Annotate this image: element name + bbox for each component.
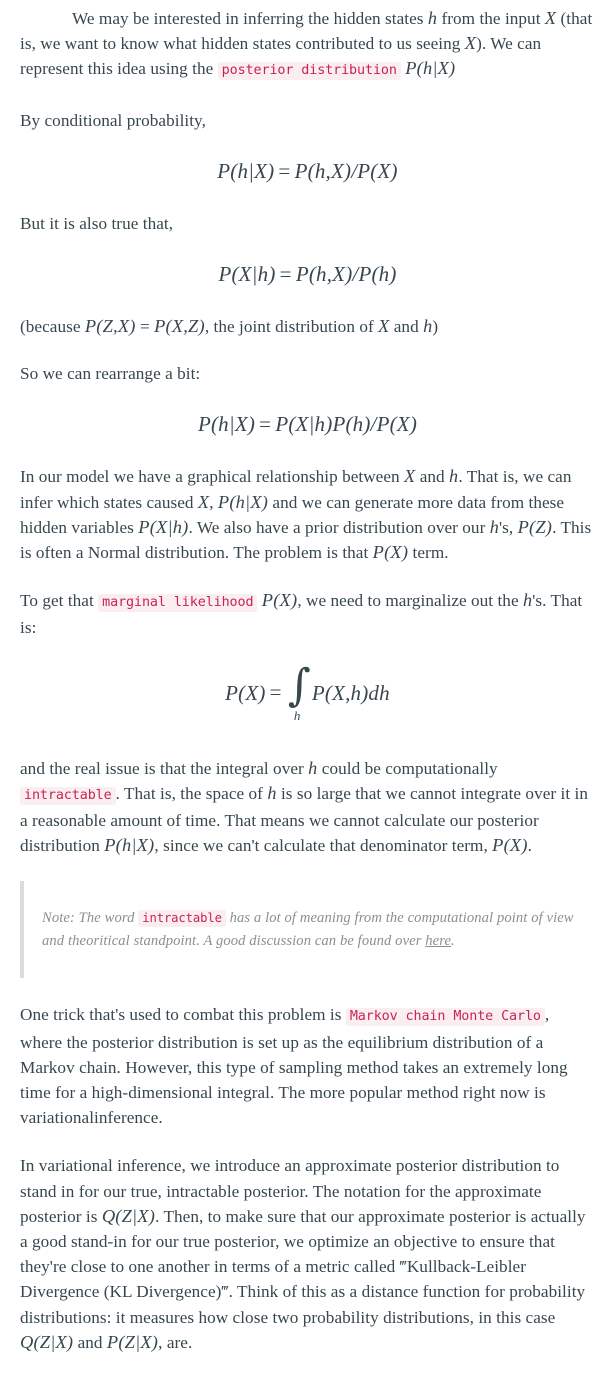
equation-operator: = [278, 158, 291, 183]
paragraph-conditional-probability: By conditional probability, [20, 110, 206, 130]
inline-math-phx: P(h|X) [217, 491, 269, 512]
text-fragment: (because [20, 317, 85, 337]
text-fragment: Note: The word [42, 910, 139, 927]
text-fragment: . [527, 836, 533, 856]
text-fragment: . That is, we can infer which states caused [20, 467, 572, 512]
equation-lhs: P(X|h) [218, 262, 276, 287]
text-fragment: and we can generate more data from these hidden variables [20, 492, 565, 537]
equation-rhs: P(X|h)P(h)/P(X) [275, 412, 418, 437]
inline-math-x: X [197, 491, 210, 512]
equation-operator: = [259, 412, 272, 437]
text-fragment: and [73, 1332, 107, 1352]
inline-math-pxh: P(X|h) [138, 516, 189, 537]
integral-lower-limit: h [293, 707, 301, 723]
equation-lhs: P(X) [225, 680, 266, 705]
inline-math-pz: P(Z) [517, 516, 553, 537]
inline-math-h: h [522, 590, 533, 611]
text-fragment: . [451, 932, 455, 949]
text-fragment: In our model we have a graphical relationship between [20, 467, 405, 487]
text-fragment: , [209, 492, 218, 512]
equation-bayes-rule [20, 408, 595, 441]
text-fragment: and [389, 317, 424, 337]
inline-math-qzx: Q(Z|X) [20, 1331, 74, 1352]
text-fragment: and the real issue is that the integral over [20, 758, 309, 778]
inline-math-qzx: Q(Z|X) [101, 1205, 156, 1226]
equation-lhs: P(h|X) [197, 412, 256, 437]
text-fragment: We may be interested in inferring the hidden states [72, 9, 428, 28]
text-fragment: In variational inference, we introduce an approximate posterior distribution to stand in for our true, intractable posterior. The notation for the approximate posterior is [20, 1156, 560, 1226]
inline-math-h: h [423, 316, 433, 337]
text-fragment: from the input [437, 9, 545, 28]
equation-marginalization-integral [20, 661, 595, 729]
text-fragment: is so large that we cannot integrate over it in a reasonable amount of time. That means we cannot calculate our posterior distribution [20, 783, 588, 856]
text-fragment: , since we can't calculate that denominator term, [154, 836, 493, 856]
text-fragment: , are. [158, 1332, 193, 1352]
paragraph-variational-inference [20, 1153, 595, 1355]
text-fragment: ) [432, 317, 439, 337]
equation-posterior-joint [20, 155, 595, 188]
code-chip-markov-chain-monte-carlo: Markov chain Monte Carlo [346, 1008, 545, 1026]
inline-math-h: h [489, 516, 499, 537]
inline-math-h: h [449, 466, 459, 487]
text-fragment: term. [408, 543, 449, 563]
text-fragment: , we need to marginalize out the [297, 591, 523, 611]
equation-rhs: P(h,X)/P(X) [294, 158, 398, 183]
text-fragment: ). We can represent this idea using the [20, 34, 542, 79]
text-fragment: To get that [20, 591, 99, 611]
text-fragment: (that is, we want to know what hidden states contributed to us seeing [20, 9, 593, 54]
inline-math-h: h [267, 782, 277, 803]
paragraph-joint-symmetry [20, 314, 595, 339]
integral-icon [286, 659, 312, 723]
equation-operator: = [269, 680, 282, 705]
inline-math-pxz: P(X,Z) [154, 316, 205, 337]
here-link[interactable]: here [425, 932, 452, 949]
text-fragment: could be computationally [317, 758, 498, 778]
code-chip-marginal-likelihood: marginal likelihood [98, 594, 257, 612]
equation-integrand: P(X,h)dh [311, 680, 390, 705]
paragraph-graphical-model [20, 464, 595, 565]
text-fragment: , the joint distribution of [204, 317, 379, 337]
inline-math-x: X [404, 466, 416, 487]
text-fragment: 's. That is: [20, 591, 583, 638]
inline-math-px: P(X) [372, 542, 409, 563]
inline-math-pzx: P(Z,X) [84, 316, 136, 337]
inline-math-posterior: P(h|X) [405, 58, 456, 79]
code-chip-intractable: intractable [138, 910, 226, 927]
text-fragment: and [415, 467, 450, 487]
text-fragment: has a lot of meaning from the computational point of view and theoritical standpoint. A good discussion can be found over [42, 910, 574, 949]
text-fragment: . We also have a prior distribution over our [188, 517, 490, 537]
code-chip-intractable: intractable [20, 787, 116, 805]
text-fragment: . This is often a Normal distribution. The problem is that [20, 517, 592, 563]
paragraph-marginal-likelihood [20, 588, 595, 640]
text-fragment: . That is, the space of [115, 783, 268, 803]
equation-likelihood-joint [20, 258, 595, 291]
text-fragment: 's, [499, 517, 518, 537]
inline-math-phx: P(h|X) [104, 835, 155, 856]
note-text [42, 907, 595, 952]
equation-operator: = [279, 262, 292, 287]
code-chip-posterior-distribution: posterior distribution [218, 62, 401, 80]
integral-symbol: ∫ [287, 659, 312, 711]
text-fragment: , where the posterior distribution is set up as the equilibrium distribution of a Markov chain. However, this type of sampling method takes an extremely long time for a high-dimensional integral. The more popular method right now is variationalinference. [20, 1005, 568, 1128]
equation-lhs: P(h|X) [217, 158, 275, 183]
inline-math-pzx: P(Z|X) [106, 1331, 159, 1352]
inline-math-x: X [464, 33, 477, 54]
inline-math-x: X [378, 316, 390, 337]
text-fragment: One trick that's used to combat this problem is [20, 1005, 346, 1025]
paragraph-mcmc [20, 1002, 595, 1130]
inline-math-px: P(X) [261, 590, 298, 611]
note-blockquote [20, 881, 595, 978]
inline-math-x: X [544, 8, 557, 28]
paragraph-intro [20, 6, 595, 84]
paragraph-intractable-integral [20, 756, 595, 859]
text-fragment: . Then, to make sure that our approximate posterior is actually a good stand-in for our true posterior, we optimize an objective to ensure that they're close to one another in terms of a metric called ‴Kullback-Leibler Divergence (KL Divergence)‴. Think of this as a distance function for probability distributions: it measures how close two probability distributions, in this case [20, 1206, 586, 1327]
paragraph-rearrange: So we can rearrange a bit: [20, 364, 201, 384]
paragraph-also-true: But it is also true that, [20, 213, 174, 233]
inline-math-px: P(X) [492, 835, 528, 856]
inline-math-h: h [308, 757, 318, 778]
text-fragment: = [135, 317, 155, 337]
equation-rhs: P(h,X)/P(h) [295, 262, 397, 287]
inline-math-h: h [427, 8, 438, 28]
